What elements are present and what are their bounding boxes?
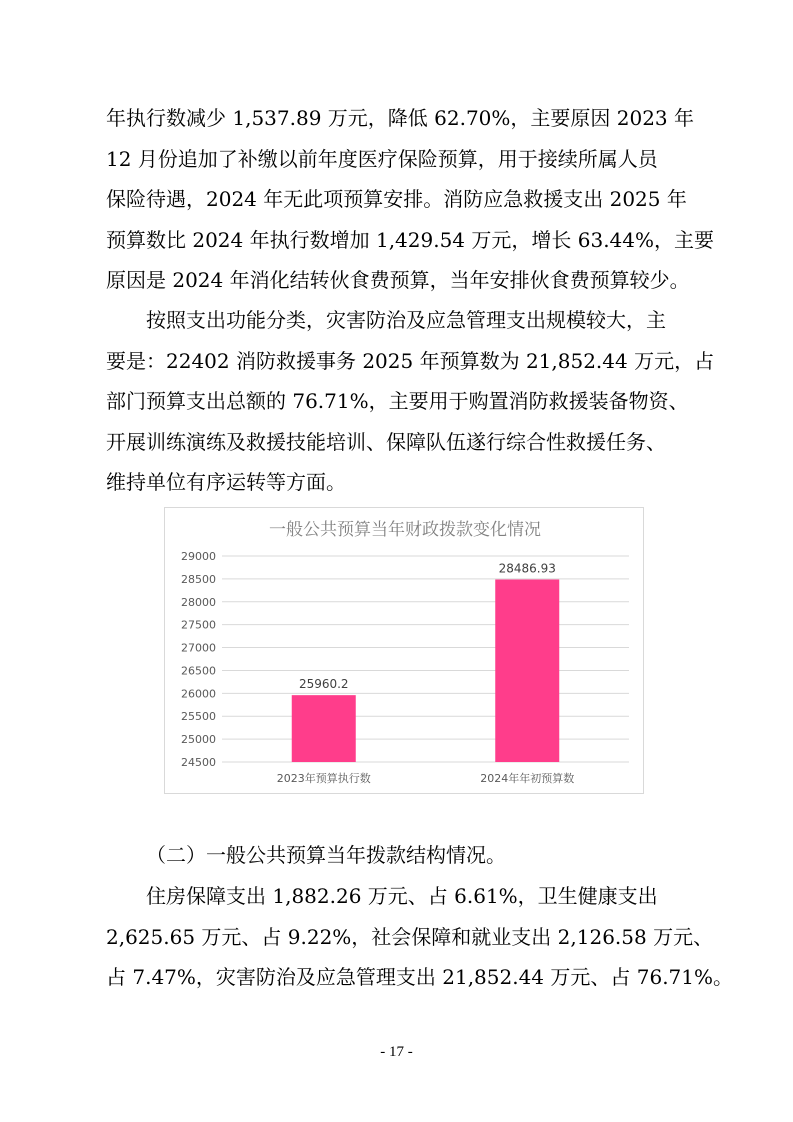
data-label: 28486.93 bbox=[498, 561, 556, 576]
y-tick-label: 24500 bbox=[181, 756, 216, 769]
data-label: 25960.2 bbox=[298, 677, 349, 692]
y-tick-label: 28000 bbox=[181, 595, 216, 609]
section-heading bbox=[106, 835, 696, 876]
x-tick-label: 2023年预算执行数 bbox=[276, 772, 371, 785]
heading-text: （二）一般公共预算当年拨款结构情况。 bbox=[146, 843, 506, 867]
x-axis bbox=[277, 771, 575, 785]
x-tick-label: 2024年年初预算数 bbox=[480, 772, 575, 785]
paragraph-appropriation-structure bbox=[106, 876, 734, 998]
y-tick-label: 26000 bbox=[181, 687, 216, 701]
y-tick-label: 26500 bbox=[181, 664, 216, 678]
paragraph-functional-classification bbox=[106, 300, 715, 503]
text-line: 2,625.65 万元、占 9.22%，社会保障和就业支出 2,126.58 万元、 bbox=[106, 924, 714, 949]
chart-title: 一般公共预算当年财政拨款变化情况 bbox=[269, 520, 541, 540]
y-axis bbox=[181, 550, 216, 769]
text-line: 年执行数减少 1,537.89 万元，降低 62.70%，主要原因 2023 年 bbox=[106, 106, 695, 130]
chart-gridlines bbox=[222, 556, 629, 762]
text-line: 预算数比 2024 年执行数增加 1,429.54 万元，增长 63.44%，主要 bbox=[106, 227, 715, 252]
text-line: 要是：22402 消防救援事务 2025 年预算数为 21,852.44 万元，占 bbox=[106, 348, 715, 373]
text-line: 按照支出功能分类，灾害防治及应急管理支出规模较大，主 bbox=[146, 308, 666, 332]
paragraph-budget-changes bbox=[106, 98, 715, 301]
text-line: 保险待遇，2024 年无此项预算安排。消防应急救援支出 2025 年 bbox=[106, 187, 687, 211]
chart-canvas bbox=[165, 508, 645, 795]
text-line: 部门预算支出总额的 76.71%，主要用于购置消防救援装备物资、 bbox=[106, 389, 689, 413]
text-line: 占 7.47%，灾害防治及应急管理支出 21,852.44 万元、占 76.71%。 bbox=[106, 965, 734, 989]
y-tick-label: 27500 bbox=[181, 618, 216, 632]
text-line: 原因是 2024 年消化结转伙食费预算，当年安排伙食费预算较少。 bbox=[106, 268, 690, 292]
bar-chart bbox=[164, 507, 644, 794]
y-tick-label: 29000 bbox=[181, 550, 216, 563]
page-number: - 17 - bbox=[380, 1044, 413, 1060]
y-tick-label: 25500 bbox=[181, 710, 216, 724]
text-line: 维持单位有序运转等方面。 bbox=[106, 470, 346, 494]
text-line: 住房保障支出 1,882.26 万元、占 6.61%，卫生健康支出 bbox=[146, 884, 658, 908]
y-tick-label: 28500 bbox=[181, 572, 216, 586]
bar bbox=[495, 579, 559, 762]
bar bbox=[292, 695, 356, 762]
y-tick-label: 25000 bbox=[181, 733, 216, 747]
text-line: 开展训练演练及救援技能培训、保障队伍遂行综合性救援任务、 bbox=[106, 429, 666, 454]
text-line: 12 月份追加了补缴以前年度医疗保险预算，用于接续所属人员 bbox=[106, 146, 658, 171]
y-tick-label: 27000 bbox=[181, 641, 216, 655]
